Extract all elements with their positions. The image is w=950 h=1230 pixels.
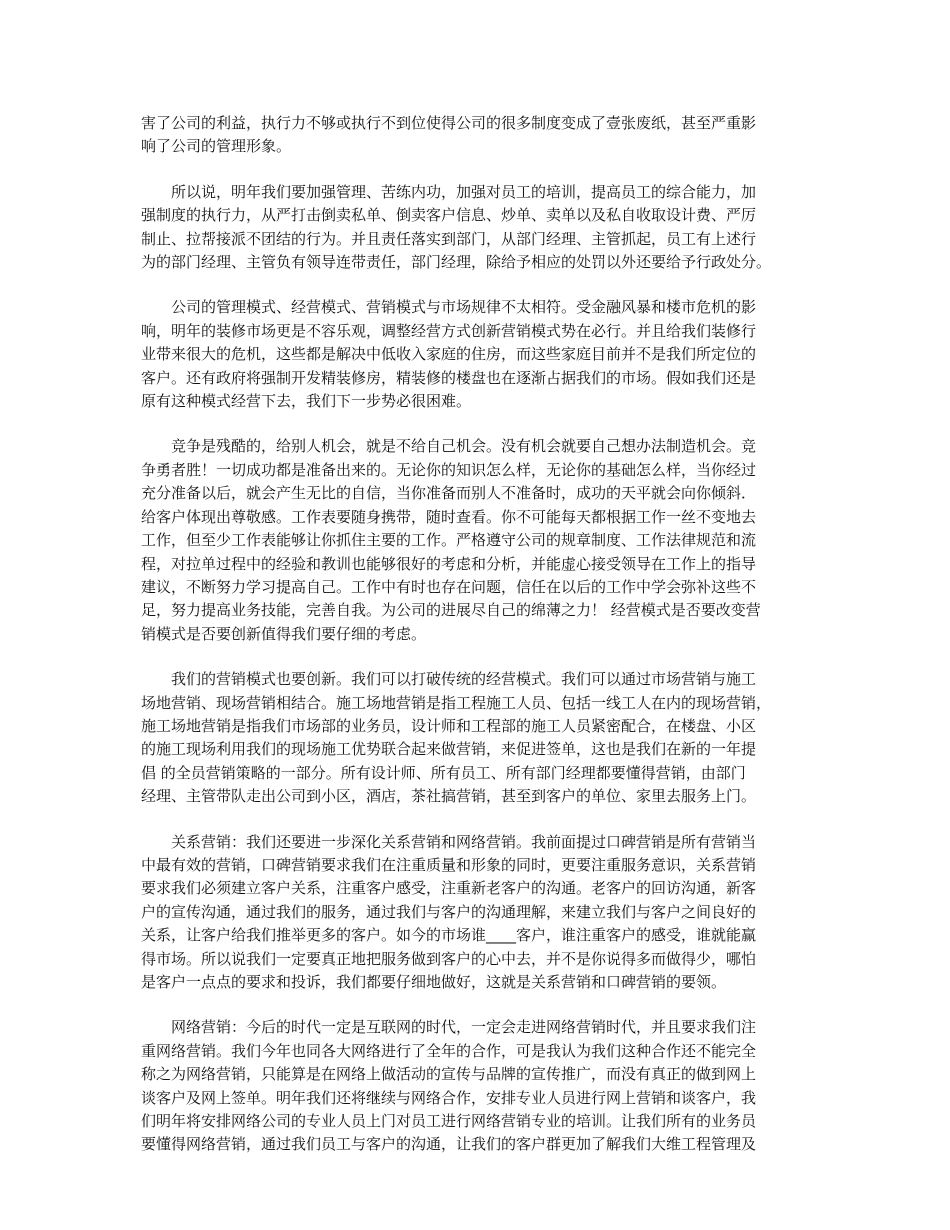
text-line: 关系营销：我们还要进一步深化关系营销和网络营销。我前面提过口碑营销是所有营销当	[141, 832, 757, 851]
text-line: 程，对拉单过程中的经验和教训也能够很好的考虑和分析，并能虚心接受领导在工作上的指导	[141, 554, 757, 573]
text-line: 制止、拉帮接派不团结的行为。并且责任落实到部门，从部门经理、主管抓起，员工有上述行	[141, 229, 757, 248]
text-line: 经理、主管带队走出公司到小区，酒店，茶社搞营销，甚至到客户的单位、家里去服务上门。	[141, 787, 757, 806]
paragraph	[141, 1016, 821, 1156]
text-line: 害了公司的利益，执行力不够或执行不到位使得公司的很多制度变成了壹张废纸，甚至严重影	[141, 114, 757, 132]
text-line: 我们的营销模式也要创新。我们可以打破传统的经营模式。我们可以通过市场营销与施工	[141, 670, 757, 689]
text-line: 足，努力提高业务技能，完善自我。为公司的进展尽自己的绵薄之力！ 经营模式是否要改变营	[141, 601, 761, 620]
text-line: 为的部门经理、主管负有领导连带责任，部门经理，除给予相应的处罚以外还要给予行政处分。	[141, 253, 772, 272]
paragraph	[141, 831, 821, 995]
text-line: 施工场地营销是指我们市场部的业务员，设计师和工程部的施工人员紧密配合，在楼盘、小区	[141, 716, 757, 735]
text-line: 场地营销、现场营销相结合。施工场地营销是指工程施工人员、包括一线工人在内的现场营销，	[141, 693, 772, 712]
text-line: 要求我们必须建立客户关系，注重客户感受，注重新老客户的沟通。老客户的回访沟通，新客	[141, 879, 757, 898]
text-line: 称之为网络营销，只能算是在网络上做活动的宣传与品牌的宣传推广，而没有真正的做到网上	[141, 1065, 757, 1084]
text-line: 响，明年的装修市场更是不容乐观，调整经营方式创新营销模式势在必行。并且给我们装修行	[141, 321, 757, 340]
text-line: 关系，让客户给我们推举更多的客户。如今的市场谁____客户，谁注重客户的感受，谁就能赢	[141, 926, 757, 945]
paragraph	[141, 296, 821, 413]
text-line: 客户。还有政府将强制开发精装修房，精装修的楼盘也在逐渐占据我们的市场。假如我们还是	[141, 368, 757, 387]
text-line: 建议，不断努力学习提高自己。工作中有时也存在问题，信任在以后的工作中学会弥补这些不	[141, 577, 757, 596]
text-line: 户的宣传沟通，通过我们的服务，通过我们与客户的沟通理解，来建立我们与客户之间良好的	[141, 902, 757, 921]
text-line: 所以说，明年我们要加强管理、苦练内功，加强对员工的培训，提高员工的综合能力，加	[141, 182, 757, 201]
paragraph	[141, 112, 821, 159]
text-line: 的施工现场利用我们的现场施工优势联合起来做营销，来促进签单，这也是我们在新的一年提	[141, 740, 757, 759]
text-line: 给客户体现出尊敬感。工作表要随身携带，随时查看。你不可能每天都根据工作一丝不变地去	[141, 507, 757, 526]
text-line: 中最有效的营销，口碑营销要求我们在注重质量和形象的同时，更要注重服务意识，关系营销	[141, 855, 757, 874]
text-line: 强制度的执行力，从严打击倒卖私单、倒卖客户信息、炒单、卖单以及私自收取设计费、严厉	[141, 206, 757, 225]
text-line: 工作，但至少工作表能够让你抓住主要的工作。严格遵守公司的规章制度、工作法律规范和流	[141, 531, 757, 550]
text-line: 要懂得网络营销，通过我们员工与客户的沟通，让我们的客户群更加了解我们大维工程管理及	[141, 1135, 757, 1154]
text-line: 是客户一点点的要求和投诉，我们都要仔细地做好，这就是关系营销和口碑营销的要领。	[141, 973, 727, 991]
text-line: 竞争是残酷的，给别人机会，就是不给自己机会。没有机会就要自己想办法制造机会。竞	[141, 437, 757, 456]
text-line: 网络营销：今后的时代一定是互联网的时代，一定会走进网络营销时代，并且要求我们注	[141, 1018, 757, 1037]
paragraph	[141, 668, 821, 808]
text-line: 充分准备以后，就会产生无比的自信，当你准备而别人不准备时，成功的天平就会向你倾斜．	[141, 484, 757, 503]
text-line: 响了公司的管理形象。	[141, 137, 292, 156]
text-line: 公司的管理模式、经营模式、营销模式与市场规律不太相符。受金融风暴和楼市危机的影	[141, 298, 757, 317]
text-line: 重网络营销。我们今年也同各大网络进行了全年的合作，可是我认为我们这种合作还不能完全	[141, 1041, 757, 1060]
text-line: 业带来很大的危机，这些都是解决中低收入家庭的住房，而这些家庭目前并不是我们所定位的	[141, 345, 757, 364]
text-line: 们明年将安排网络公司的专业人员上门对员工进行网络营销专业的培训。让我们所有的业务员	[141, 1112, 757, 1131]
text-line: 倡 的全员营销策略的一部分。所有设计师、所有员工、所有部门经理都要懂得营销，由部门	[141, 763, 746, 782]
text-line: 原有这种模式经营下去，我们下一步势必很困难。	[141, 392, 472, 411]
paragraph	[141, 435, 821, 646]
text-line: 销模式是否要创新值得我们要仔细的考虑。	[141, 624, 427, 643]
document-body	[141, 112, 821, 1179]
paragraph	[141, 181, 821, 275]
text-line: 谈客户及网上签单。明年我们还将继续与网络合作，安排专业人员进行网上营销和谈客户，我	[141, 1088, 757, 1107]
text-line: 得市场。所以说我们一定要真正地把服务做到客户的心中去，并不是你说得多而做得少，哪怕	[141, 949, 757, 968]
text-line: 争勇者胜！一切成功都是准备出来的。无论你的知识怎么样，无论你的基础怎么样，当你经过	[141, 460, 757, 479]
